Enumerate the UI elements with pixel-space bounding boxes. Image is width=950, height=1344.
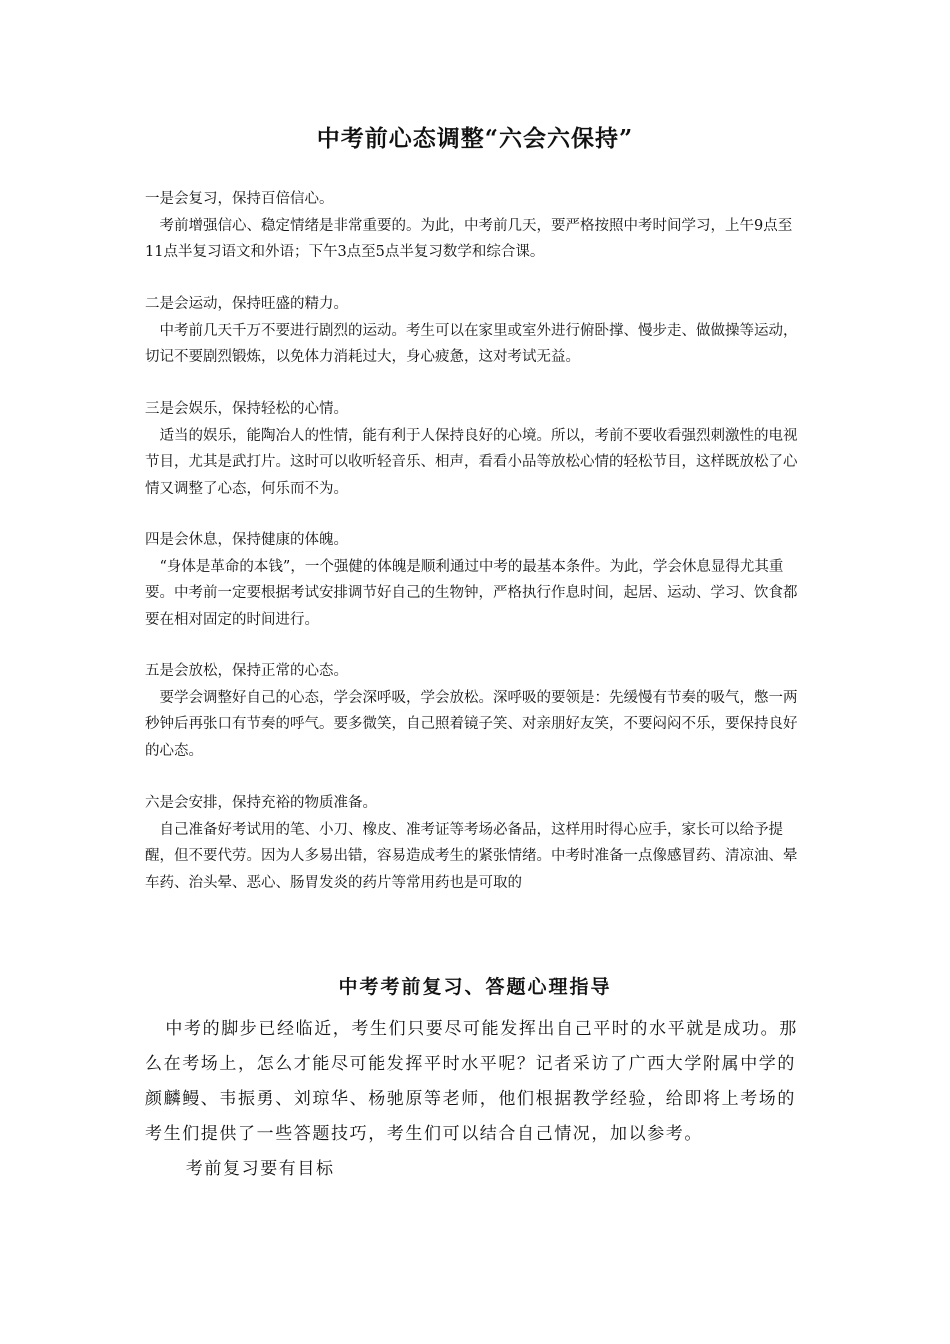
section-3: [145, 396, 807, 502]
article-subheading: 考前复习要有目标: [185, 1159, 335, 1179]
section-body: “身体是革命的本钱”，一个强健的体魄是顺利通过中考的最基本条件。为此，学会休息显得尤其重要。中考前一定要根据考试安排调节好自己的生物钟，严格执行作息时间，起居、运动、学习、饮食都要在相对固定的时间进行。: [145, 558, 798, 628]
section-heading: 一是会复习，保持百倍信心。: [145, 191, 334, 207]
section-body: 中考前几天千万不要进行剧烈的运动。考生可以在家里或室外进行俯卧撑、慢步走、做做操等运动，切记不要剧烈锻炼，以免体力消耗过大，身心疲惫，这对考试无益。: [145, 322, 798, 365]
section-heading: 五是会放松，保持正常的心态。: [145, 663, 348, 679]
section-1: [145, 186, 807, 266]
document-title: 中考前心态调整“六会六保持”: [316, 125, 634, 152]
section-heading: 三是会娱乐，保持轻松的心情。: [145, 401, 348, 417]
section-body: 要学会调整好自己的心态，学会深呼吸，学会放松。深呼吸的要领是：先缓慢有节奏的吸气，憋一两秒钟后再张口有节奏的呼气。要多微笑，自己照着镜子笑、对亲朋好友笑，不要闷闷不乐，要保持良好的心态。: [145, 689, 798, 759]
article-intro: 中考的脚步已经临近，考生们只要尽可能发挥出自己平时的水平就是成功。那么在考场上，怎么才能尽可能发挥平时水平呢？记者采访了广西大学附属中学的颜麟鳗、韦振勇、刘琼华、杨驰原等老师，他们根据教学经验，给即将上考场的考生们提供了一些答题技巧，考生们可以结合自己情况，加以参考。: [145, 1019, 798, 1144]
section-body: 适当的娱乐，能陶冶人的性情，能有利于人保持良好的心境。所以，考前不要收看强烈刺激性的电视节目，尤其是武打片。这时可以收听轻音乐、相声，看看小品等放松心情的轻松节目，这样既放松了心情又调整了心态，何乐而不为。: [145, 427, 798, 497]
section-6: [145, 790, 807, 896]
section-heading: 二是会运动，保持旺盛的精力。: [145, 296, 348, 312]
article-title: 中考考前复习、答题心理指导: [338, 976, 612, 998]
section-2: [145, 291, 807, 371]
section-heading: 四是会休息，保持健康的体魄。: [145, 532, 348, 548]
article-body: [145, 1012, 807, 1187]
section-heading: 六是会安排，保持充裕的物质准备。: [145, 795, 377, 811]
section-body: 自己准备好考试用的笔、小刀、橡皮、准考证等考场必备品，这样用时得心应手，家长可以给予提醒，但不要代劳。因为人多易出错，容易造成考生的紧张情绪。中考时准备一点像感冒药、清凉油、晕车药、治头晕、恶心、肠胃发炎的药片等常用药也是可取的: [145, 821, 798, 891]
section-5: [145, 658, 807, 764]
section-body: 考前增强信心、稳定情绪是非常重要的。为此，中考前几天，要严格按照中考时间学习，上午9点至11点半复习语文和外语；下午3点至5点半复习数学和综合课。: [145, 217, 793, 260]
section-4: [145, 527, 807, 633]
